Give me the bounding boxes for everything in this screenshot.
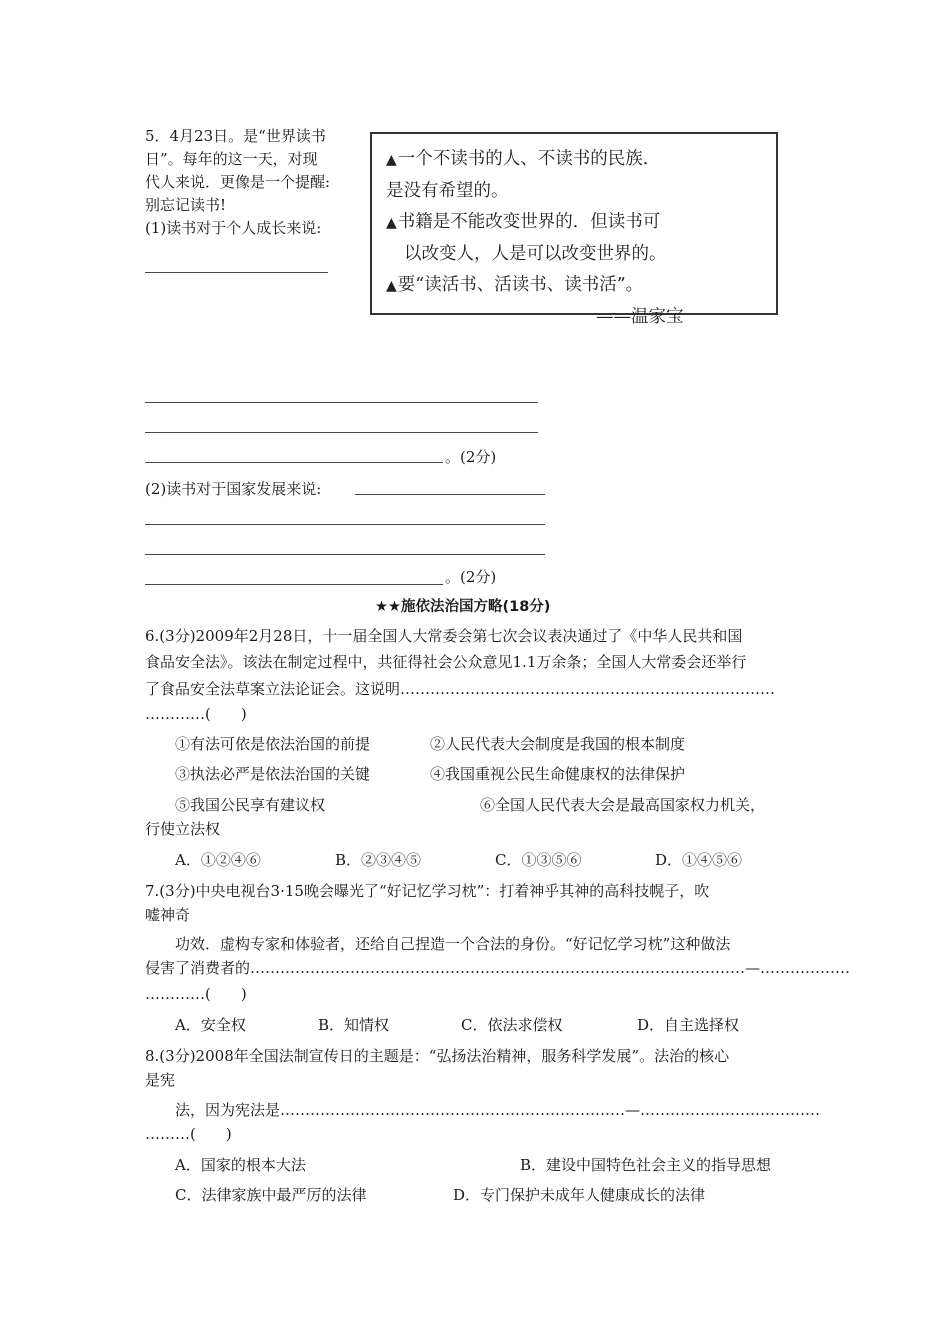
q8-stem-line: ………( ) — [145, 1125, 232, 1143]
answer-blank[interactable] — [145, 584, 443, 585]
q8-option-d[interactable]: D．专门保护未成年人健康成长的法律 — [453, 1186, 706, 1204]
q8-stem-line: 是宪 — [145, 1071, 176, 1089]
q7-stem-line: 功效．虚构专家和体验者，还给自己捏造一个合法的身份。“好记忆学习枕”这种做法 — [175, 935, 731, 953]
score-label: 。(2分) — [445, 568, 497, 586]
quote-line: 是没有希望的。 — [386, 181, 509, 201]
answer-blank[interactable] — [145, 402, 538, 403]
q6-item: ③执法必严是依法治国的关键 — [175, 765, 371, 783]
q5-subquestion-1: (1)读书对于个人成长来说: — [145, 219, 322, 237]
quote-line: ▲书籍是不能改变世界的．但读书可 — [386, 212, 661, 232]
q8-option-c[interactable]: C．法律家族中最严厉的法律 — [175, 1186, 367, 1204]
q8-stem-line: 8.(3分)2008年全国法制宣传日的主题是：“弘扬法治精神，服务科学发展”。法治的核心 — [145, 1047, 730, 1065]
q7-stem-line: …………( ) — [145, 985, 247, 1003]
q6-item: ⑥全国人民代表大会是最高国家权力机关， — [480, 796, 766, 814]
answer-blank[interactable] — [145, 272, 328, 273]
q6-item: ④我国重视公民生命健康权的法律保护 — [430, 765, 686, 783]
q8-stem-line: 法，因为宪法是……………………………………………………………—……………………………… — [175, 1101, 821, 1119]
section-title: ★★施依法治国方略(18分) — [375, 599, 551, 615]
q6-option-b[interactable]: B．②③④⑤ — [335, 851, 422, 869]
q6-item: 行使立法权 — [145, 820, 221, 838]
answer-blank[interactable] — [145, 554, 545, 555]
quote-line: ▲要“读活书、活读书、读书活”。 — [386, 275, 644, 295]
q8-option-a[interactable]: A．国家的根本大法 — [175, 1156, 306, 1174]
q5-intro-line: 日”。每年的这一天，对现 — [145, 150, 318, 168]
quote-box — [370, 132, 778, 327]
q7-option-d[interactable]: D．自主选择权 — [637, 1016, 740, 1034]
q7-option-c[interactable]: C．依法求偿权 — [461, 1016, 563, 1034]
q6-stem-line: …………( ) — [145, 705, 247, 723]
q6-stem-line: 食品安全法》。该法在制定过程中，共征得社会公众意见1.1万余条；全国人大常委会还举行 — [145, 653, 747, 671]
q6-item: ①有法可依是依法治国的前提 — [175, 735, 371, 753]
answer-blank[interactable] — [145, 462, 443, 463]
answer-blank[interactable] — [355, 494, 545, 495]
answer-blank[interactable] — [145, 432, 538, 433]
q5-intro-line: 5．4月23日。是“世界读书 — [145, 127, 326, 145]
q7-stem-line: 7.(3分)中央电视台3·15晚会曝光了“好记忆学习枕”：打着神乎其神的高科技幌子，吹 — [145, 882, 710, 900]
q6-stem-line: 了食品安全法草案立法论证会。这说明………………………………………………………………… — [145, 680, 776, 698]
q6-item: ②人民代表大会制度是我国的根本制度 — [430, 735, 686, 753]
q5-intro — [145, 125, 355, 240]
quote-line: 以改变人，人是可以改变世界的。 — [404, 244, 667, 264]
q6-item: ⑤我国公民享有建议权 — [175, 796, 326, 814]
q6-stem-line: 6.(3分)2009年2月28日，十一届全国人大常委会第七次会议表决通过了《中华人民共和国 — [145, 627, 743, 645]
q6-option-a[interactable]: A．①②④⑥ — [175, 851, 261, 869]
quote-line: ▲一个不读书的人、不读书的民族． — [386, 149, 661, 169]
q7-option-a[interactable]: A．安全权 — [175, 1016, 246, 1034]
quote-author: ——温家宝 — [596, 307, 684, 327]
q6-option-c[interactable]: C．①③⑤⑥ — [495, 851, 582, 869]
triangle-bullet-icon: ▲ — [386, 152, 397, 168]
answer-blank[interactable] — [145, 524, 545, 525]
score-label: 。(2分) — [445, 448, 497, 466]
q7-stem-line: 侵害了消费者的………………………………………………………………………………………—……………… — [145, 959, 851, 977]
q5-intro-line: 别忘记读书! — [145, 196, 227, 214]
triangle-bullet-icon: ▲ — [386, 278, 397, 294]
q7-stem-line: 嘘神奇 — [145, 906, 191, 924]
q5-subquestion-2: (2)读书对于国家发展来说: — [145, 480, 322, 498]
q8-option-b[interactable]: B．建设中国特色社会主义的指导思想 — [520, 1156, 772, 1174]
q5-intro-line: 代人来说．更像是一个提醒: — [145, 173, 331, 191]
q6-option-d[interactable]: D．①④⑤⑥ — [655, 851, 743, 869]
triangle-bullet-icon: ▲ — [386, 215, 397, 231]
q7-option-b[interactable]: B．知情权 — [318, 1016, 390, 1034]
